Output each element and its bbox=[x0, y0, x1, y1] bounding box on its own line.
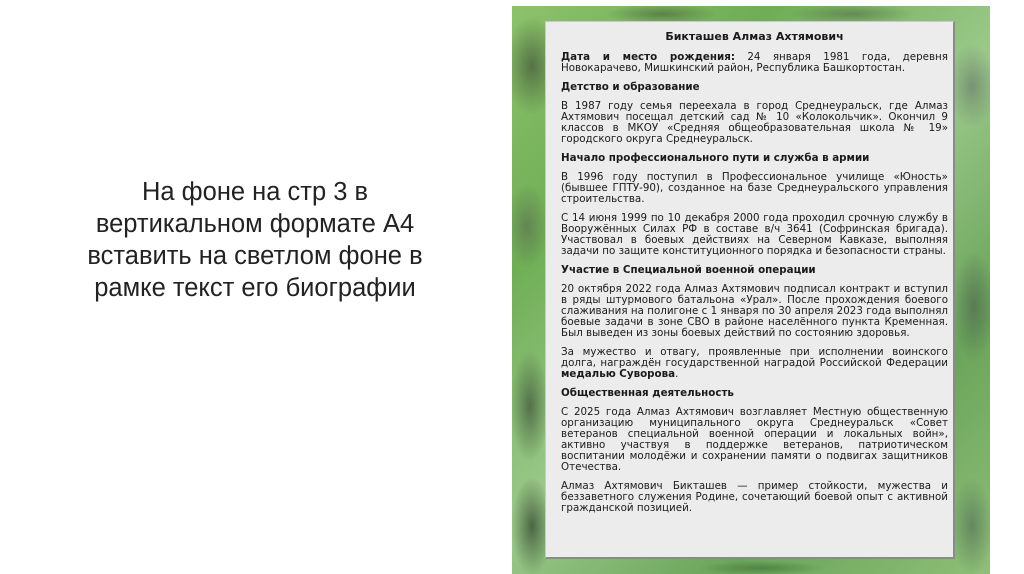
paragraph-award bbox=[561, 347, 948, 380]
paragraph-military-service: С 14 июня 1999 по 10 декабря 2000 года проходил срочную службу в Вооружённых Силах РФ в составе в/ч 3641 (Софринская бригада). Участвовал в боевых действиях на Северном Кавказе, выполняя задачи по защите конституционного порядка и безопасности страны. bbox=[561, 212, 948, 257]
paragraph-public-activity: С 2025 года Алмаз Ахтямович возглавляет Местную общественную организацию муниципального округа Среднеуральск «Совет ветеранов специальной военной операции и локальных войн», активно участвуя в поддержке ветеранов, патриотическом воспитании молодёжи и сохранении памяти о подвигах защитников Отечества. bbox=[561, 406, 948, 473]
slide-instruction-text: На фоне на стр 3 в вертикальном формате А4 вставить на светлом фоне в рамке текст его биографии bbox=[87, 178, 423, 302]
biography-name: Бикташев Алмаз Ахтямович bbox=[665, 30, 844, 43]
award-end: . bbox=[675, 368, 679, 380]
paragraph-svo: 20 октября 2022 года Алмаз Ахтямович подписал контракт и вступил в ряды штурмового батальона «Урал». После прохождения боевого слаживания на полигоне с 1 января по 30 апреля 2023 года выполнял боевые задачи в зоне СВО в районе населённого пункта Кременная. Был выведен из зоны боевых действий по состоянию здоровья. bbox=[561, 283, 948, 339]
birth-text: 24 января 1981 года, деревня Новокарачево, Мишкинский район, Республика Башкортостан. bbox=[561, 51, 948, 74]
birth-label: Дата и место рождения: bbox=[561, 51, 735, 63]
camouflage-frame bbox=[512, 6, 990, 574]
paragraph-college: В 1996 году поступил в Профессиональное училище «Юность» (бывшее ГПТУ-90), созданное на базе Среднеуральского управления строительства. bbox=[561, 171, 948, 205]
paragraph-conclusion: Алмаз Ахтямович Бикташев — пример стойкости, мужества и беззаветного служения Родине, сочетающий боевой опыт с активной гражданской позицией. bbox=[561, 480, 948, 514]
heading-svo: Участие в Специальной военной операции bbox=[561, 264, 816, 276]
heading-career-army: Начало профессионального пути и служба в армии bbox=[561, 152, 870, 164]
award-medal: медалью Суворова bbox=[561, 368, 676, 380]
heading-public-activity: Общественная деятельность bbox=[561, 387, 734, 399]
birth-info bbox=[561, 52, 948, 74]
heading-childhood: Детство и образование bbox=[561, 81, 700, 93]
paragraph-childhood: В 1987 году семья переехала в город Среднеуральск, где Алмаз Ахтямович посещал детский сад № 10 «Колокольчик». Окончил 9 классов в МКОУ «Средняя общеобразовательная школа № 19» городского округа Среднеуральск. bbox=[561, 100, 948, 145]
award-text: За мужество и отвагу, проявленные при исполнении воинского долга, награждён государственной наградой Российской Федерации bbox=[561, 346, 948, 369]
biography-panel bbox=[545, 21, 955, 559]
